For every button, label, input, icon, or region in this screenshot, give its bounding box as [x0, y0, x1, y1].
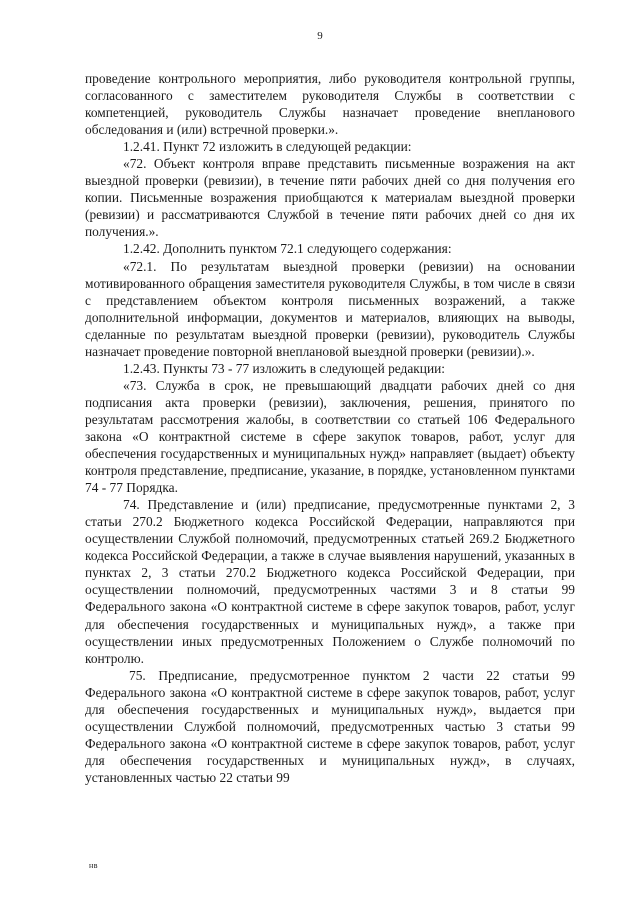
paragraph-clause-1-2-42: 1.2.42. Дополнить пунктом 72.1 следующего содержания:: [123, 241, 452, 257]
paragraph-item-72: «72. Объект контроля вправе представить письменные возражения на акт выездной проверки (ревизии), в течение пяти рабочих дней со дня получения его копии. Письменные возражения приобщаются к материалам выездной проверки (ревизии) и рассматриваются Службой в течение пяти рабочих дней со дня их получения.».: [85, 156, 575, 240]
paragraph-clause-1-2-43: 1.2.43. Пункты 73 - 77 изложить в следующей редакции:: [123, 360, 446, 376]
page-number: 9: [317, 30, 323, 42]
footer-mark: нв: [89, 861, 99, 870]
paragraph-item-73: «73. Служба в срок, не превышающий двадцати рабочих дней со дня подписания акта проверки (ревизии), заключения, решения, принятого по результатам рассмотрения жалобы, в соответствии со статьей 106 Федерального закона «О контрактной системе в сфере закупок товаров, работ, услуг для обеспечения государственных и муниципальных нужд» направляет (выдает) объекту контроля представление, предписание, указание, в порядке, установленном пунктами 74 - 77 Порядка.: [85, 377, 575, 496]
paragraph-continuation: проведение контрольного мероприятия, либо руководителя контрольной группы, согласованного с заместителем руководителя Службы в соответствии с компетенцией, руководитель Службы назначает проведение внепланового обследования и (или) встречной проверки.».: [85, 71, 575, 138]
document-body: [85, 70, 575, 786]
paragraph-clause-1-2-41: 1.2.41. Пункт 72 изложить в следующей редакции:: [123, 139, 412, 155]
paragraph-item-74: 74. Представление и (или) предписание, предусмотренные пунктами 2, 3 статьи 270.2 Бюджетного кодекса Российской Федерации, направляются при осуществлении Службой полномочий, предусмотренных статьей 269.2 Бюджетного кодекса Российской Федерации, а также в случае выявления нарушений, указанных в пунктах 2, 3 статьи 270.2 Бюджетного кодекса Российской Федерации, при осуществлении полномочий, предусмотренных частями 3 и 8 статьи 99 Федерального закона «О контрактной системе в сфере закупок товаров, работ, услуг для обеспечения государственных и муниципальных нужд», а также при осуществлении иных предусмотренных Положением о Службе полномочий по контролю.: [85, 497, 575, 666]
paragraph-item-72-1: «72.1. По результатам выездной проверки (ревизии) на основании мотивированного обращения заместителя руководителя Службы, в том числе в связи с представлением объектом контроля письменных возражений, а также дополнительной информации, документов и материалов, влияющих на выводы, сделанные по результатам выездной проверки (ревизии), руководитель Службы назначает проведение повторной внеплановой выездной проверки (ревизии).».: [85, 258, 575, 359]
paragraph-item-75: 75. Предписание, предусмотренное пунктом 2 части 22 статьи 99 Федерального закона «О контрактной системе в сфере закупок товаров, работ, услуг для обеспечения государственных и муниципальных нужд», выдается при осуществлении Службой полномочий, предусмотренных частью 3 статьи 99 Федерального закона «О контрактной системе в сфере закупок товаров, работ, услуг для обеспечения государственных и муниципальных нужд», в случаях, установленных частью 22 статьи 99: [85, 667, 575, 785]
